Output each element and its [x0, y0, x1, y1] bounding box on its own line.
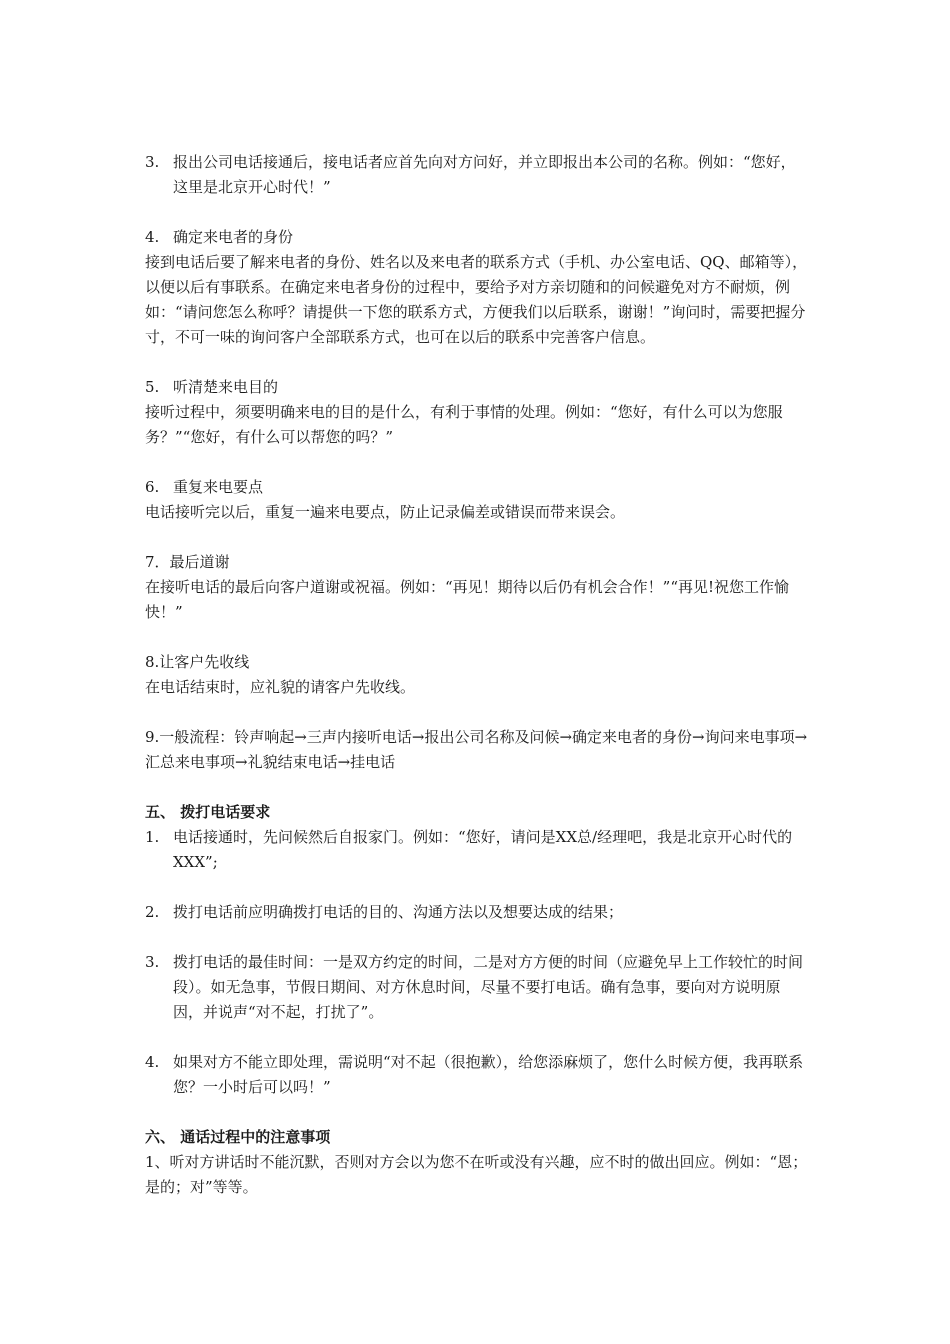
paragraph-spacer	[145, 625, 810, 650]
paragraph-spacer	[145, 450, 810, 475]
paragraph: 8.让客户先收线	[145, 653, 250, 671]
paragraph-spacer	[145, 200, 810, 225]
paragraph: 接到电话后要了解来电者的身份、姓名以及来电者的联系方式（手机、办公室电话、QQ、邮箱等），以便以后有事联系。在确定来电者身份的过程中，要给予对方亲切随和的问候避免对方不耐烦，例如：“请问您怎么称呼？请提供一下您的联系方式，方便我们以后联系，谢谢！”询问时，需要把握分寸，不可一味的询问客户全部联系方式，也可在以后的联系中完善客户信息。	[145, 253, 808, 346]
item-text: 听清楚来电目的	[173, 378, 279, 396]
numbered-item	[145, 825, 810, 875]
paragraph-spacer	[145, 1100, 810, 1125]
numbered-item	[145, 225, 810, 250]
paragraph: 1、听对方讲话时不能沉默，否则对方会以为您不在听或没有兴趣，应不时的做出回应。例如：“恩；是的；对”等等。	[145, 1153, 808, 1196]
numbered-item	[145, 1050, 810, 1100]
item-text: 报出公司电话接通后，接电话者应首先向对方问好，并立即报出本公司的名称。例如：“您好，这里是北京开心时代！”	[173, 153, 796, 196]
item-number: 4.	[145, 228, 160, 246]
section-heading: 六、 通话过程中的注意事项	[145, 1128, 331, 1146]
item-number: 1.	[145, 828, 160, 846]
paragraph: 在接听电话的最后向客户道谢或祝福。例如：“再见！期待以后仍有机会合作！”“再见!祝您工作愉快！”	[145, 578, 790, 621]
paragraph: 7．最后道谢	[145, 553, 230, 571]
paragraph-spacer	[145, 775, 810, 800]
paragraph-spacer	[145, 350, 810, 375]
paragraph: 电话接听完以后，重复一遍来电要点，防止记录偏差或错误而带来误会。	[145, 503, 626, 521]
numbered-item	[145, 475, 810, 500]
paragraph-spacer	[145, 525, 810, 550]
item-number: 3.	[145, 153, 160, 171]
item-number: 3.	[145, 953, 160, 971]
item-text: 确定来电者的身份	[173, 228, 294, 246]
numbered-item	[145, 375, 810, 400]
document-body	[145, 150, 810, 1200]
paragraph-spacer	[145, 1025, 810, 1050]
item-number: 2.	[145, 903, 160, 921]
item-text: 拨打电话前应明确拨打电话的目的、沟通方法以及想要达成的结果；	[173, 903, 624, 921]
item-number: 6.	[145, 478, 160, 496]
item-text: 重复来电要点	[173, 478, 264, 496]
item-text: 拨打电话的最佳时间：一是双方约定的时间，二是对方方便的时间（应避免早上工作较忙的时间段）。如无急事，节假日期间、对方休息时间，尽量不要打电话。确有急事，要向对方说明原因，并说声“对不起，打扰了”。	[173, 953, 804, 1021]
item-text: 电话接通时，先问候然后自报家门。例如：“您好，请问是XX总/经理吧，我是北京开心时代的XXX”;	[173, 828, 793, 871]
numbered-item	[145, 900, 810, 925]
item-number: 4.	[145, 1053, 160, 1071]
numbered-item	[145, 950, 810, 1025]
paragraph: 9.一般流程：铃声响起→三声内接听电话→报出公司名称及问候→确定来电者的身份→询问来电事项→汇总来电事项→礼貌结束电话→挂电话	[145, 728, 808, 771]
paragraph-spacer	[145, 700, 810, 725]
item-text: 如果对方不能立即处理，需说明“对不起（很抱歉），给您添麻烦了，您什么时候方便，我再联系您？一小时后可以吗！”	[173, 1053, 804, 1096]
paragraph: 在电话结束时，应礼貌的请客户先收线。	[145, 678, 416, 696]
paragraph-spacer	[145, 925, 810, 950]
item-number: 5.	[145, 378, 160, 396]
numbered-item	[145, 150, 810, 200]
paragraph: 接听过程中，须要明确来电的目的是什么，有利于事情的处理。例如：“您好，有什么可以为您服务？”“您好，有什么可以帮您的吗？”	[145, 403, 783, 446]
section-heading: 五、 拨打电话要求	[145, 803, 271, 821]
paragraph-spacer	[145, 875, 810, 900]
